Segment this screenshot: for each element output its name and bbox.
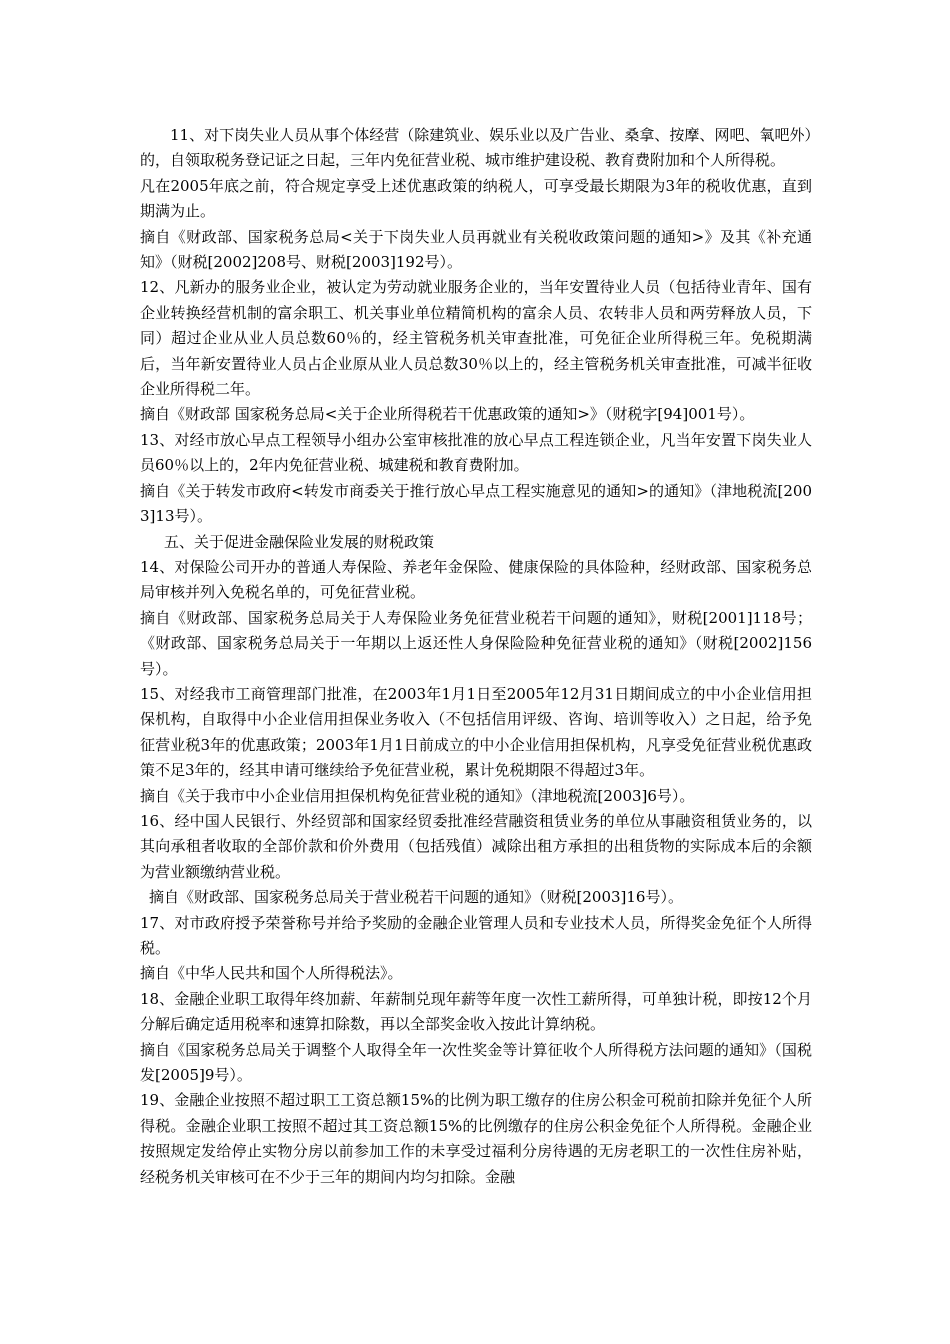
document-body — [140, 123, 812, 1190]
paragraph: 11、对下岗失业人员从事个体经营（除建筑业、娱乐业以及广告业、桑拿、按摩、网吧、氧吧外）的，自领取税务登记证之日起，三年内免征营业税、城市维护建设税、教育费附加和个人所得税。 — [140, 126, 812, 170]
paragraph: 摘自《中华人民共和国个人所得税法》。 — [140, 964, 403, 983]
paragraph: 摘自《国家税务总局关于调整个人取得全年一次性奖金等计算征收个人所得税方法问题的通知》（国税发[2005]9号）。 — [140, 1040, 812, 1085]
paragraph: 凡在2005年底之前，符合规定享受上述优惠政策的纳税人，可享受最长期限为3年的税收优惠，直到期满为止。 — [140, 176, 812, 221]
paragraph: 12、凡新办的服务业企业，被认定为劳动就业服务企业的，当年安置待业人员（包括待业青年、国有企业转换经营机制的富余职工、机关事业单位精简机构的富余人员、农转非人员和两劳释放人员，下同）超过企业从业人员总数60％的，经主管税务机关审查批准，可免征企业所得税三年。免税期满后，当年新安置待业人员占企业原从业人员总数30％以上的，经主管税务机关审查批准，可减半征收企业所得税二年。 — [140, 278, 812, 399]
paragraph: 18、金融企业职工取得年终加薪、年薪制兑现年薪等年度一次性工薪所得，可单独计税，即按12个月分解后确定适用税率和速算扣除数，再以全部奖金收入按此计算纳税。 — [140, 989, 812, 1034]
paragraph: 摘自《关于转发市政府<转发市商委关于推行放心早点工程实施意见的通知>的通知》（津地税流[2003]13号）。 — [140, 481, 812, 526]
paragraph: 13、对经市放心早点工程领导小组办公室审核批准的放心早点工程连锁企业，凡当年安置下岗失业人员60％以上的，2年内免征营业税、城建税和教育费附加。 — [140, 430, 812, 475]
paragraph: 16、经中国人民银行、外经贸部和国家经贸委批准经营融资租赁业务的单位从事融资租赁业务的，以其向承租者收取的全部价款和价外费用（包括残值）减除出租方承担的出租货物的实际成本后的余额为营业额缴纳营业税。 — [140, 811, 812, 881]
paragraph: 摘自《财政部、国家税务总局关于营业税若干问题的通知》（财税[2003]16号）。 — [149, 888, 683, 907]
paragraph: 摘自《关于我市中小企业信用担保机构免征营业税的通知》（津地税流[2003]6号）。 — [140, 786, 695, 805]
paragraph: 17、对市政府授予荣誉称号并给予奖励的金融企业管理人员和专业技术人员，所得奖金免征个人所得税。 — [140, 913, 812, 957]
paragraph: 15、对经我市工商管理部门批准，在2003年1月1日至2005年12月31日期间成立的中小企业信用担保机构，自取得中小企业信用担保业务收入（不包括信用评级、咨询、培训等收入）之日起，给予免征营业税3年的优惠政策；2003年1月1日前成立的中小企业信用担保机构，凡享受免征营业税优惠政策不足3年的，经其申请可继续给予免征营业税，累计免税期限不得超过3年。 — [140, 684, 812, 780]
paragraph: 摘自《财政部、国家税务总局关于人寿保险业务免征营业税若干问题的通知》，财税[2001]118号；《财政部、国家税务总局关于一年期以上返还性人身保险险种免征营业税的通知》（财税[2002]156号）。 — [140, 608, 812, 678]
paragraph: 19、金融企业按照不超过职工工资总额15%的比例为职工缴存的住房公积金可税前扣除并免征个人所得税。金融企业职工按照不超过其工资总额15%的比例缴存的住房公积金免征个人所得税。金融企业按照规定发给停止实物分房以前参加工作的未享受过福利分房待遇的无房老职工的一次性住房补贴，经税务机关审核可在不少于三年的期间内均匀扣除。金融 — [140, 1091, 812, 1186]
paragraph: 14、对保险公司开办的普通人寿保险、养老年金保险、健康保险的具体险种，经财政部、国家税务总局审核并列入免税名单的，可免征营业税。 — [140, 557, 812, 602]
section-heading: 五、关于促进金融保险业发展的财税政策 — [164, 532, 435, 551]
paragraph: 摘自《财政部 国家税务总局<关于企业所得税若干优惠政策的通知>》（财税字[94]001号）。 — [140, 405, 755, 424]
paragraph: 摘自《财政部、国家税务总局<关于下岗失业人员再就业有关税收政策问题的通知>》及其《补充通知》（财税[2002]208号、财税[2003]192号）。 — [140, 227, 812, 272]
